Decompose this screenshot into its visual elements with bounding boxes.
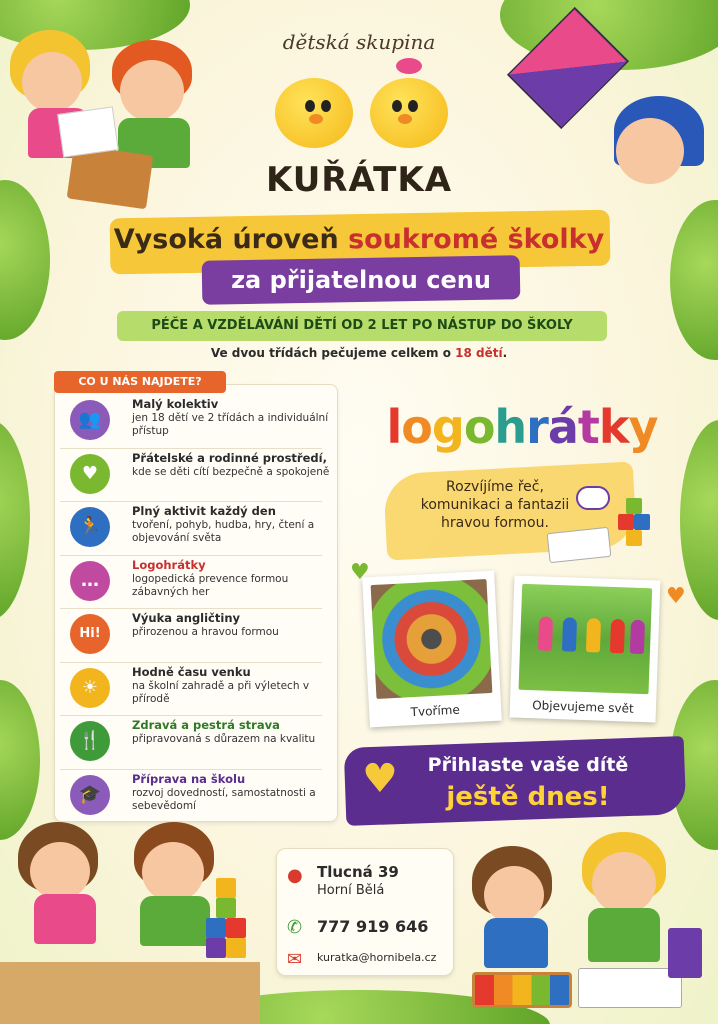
- running-kid: [610, 619, 625, 653]
- feature-title: Přátelské a rodinné prostředí,: [132, 450, 327, 465]
- block-icon: [226, 938, 246, 958]
- people-icon: 👥: [70, 400, 110, 440]
- brand-subtitle: dětská skupina: [282, 30, 436, 54]
- headline-part1: Vysoká úroveň: [113, 224, 349, 255]
- leaves-left-top: [0, 180, 50, 340]
- feature-divider: [60, 715, 322, 716]
- running-kid: [538, 616, 553, 650]
- feature-description: přirozenou a hravou formou: [132, 626, 279, 638]
- pencil-cup-icon: [668, 928, 702, 978]
- block-icon: [618, 514, 634, 530]
- headline-accent: soukromé školky: [348, 224, 605, 255]
- kid-boy-bottom-shirt: [140, 896, 210, 946]
- phone-icon: ✆: [287, 917, 303, 938]
- feature-item: [70, 503, 332, 555]
- logo-letter: l: [386, 400, 402, 454]
- block-icon: [226, 918, 246, 938]
- feature-description: kde se děti cítí bezpečně a spokojeně: [132, 465, 330, 478]
- chick-left-icon: [275, 78, 353, 148]
- kid-girl-bottom-face: [30, 842, 90, 900]
- contact-town: Horní Bělá: [317, 883, 385, 898]
- feature-item: [70, 717, 332, 769]
- feature-divider: [60, 608, 322, 609]
- feature-item: [70, 450, 332, 502]
- xylophone-icon: [472, 972, 572, 1008]
- feature-item: [70, 664, 332, 716]
- bow-icon: [396, 58, 422, 74]
- cutlery-icon: 🍴: [70, 721, 110, 761]
- abc-book-icon: [578, 968, 682, 1008]
- logo-letter: á: [547, 400, 578, 454]
- logo-letter: k: [598, 400, 629, 454]
- classes-text: Ve dvou třídách pečujeme celkem o: [210, 346, 456, 360]
- heart-icon: ♥: [350, 560, 370, 585]
- feature-description: rozvoj dovedností, samostatnosti a sebevědomí: [132, 786, 316, 812]
- logohratky-tagline: Rozvíjíme řeč, komunikaci a fantazii hravou formou.: [420, 479, 570, 531]
- sun-icon: ☀: [70, 668, 110, 708]
- drawing-paper: [57, 106, 119, 157]
- logo-letter: y: [628, 400, 658, 454]
- contact-email[interactable]: kuratka@hornibela.cz: [317, 951, 437, 964]
- feature-divider: [60, 555, 322, 556]
- heart-icon: ♥: [666, 584, 686, 609]
- feature-title: Malý kolektiv: [132, 397, 219, 411]
- feature-description: tvoření, pohyb, hudba, hry, čtení a objevování světa: [132, 519, 315, 544]
- cta-line2: ještě dnes!: [446, 782, 610, 812]
- contact-card: [276, 848, 454, 976]
- feature-description: logopedická prevence formou zábavných her: [132, 572, 289, 598]
- running-kid: [562, 617, 577, 651]
- feature-title: Hodně času venku: [132, 664, 251, 679]
- chick-right-icon: [370, 78, 448, 148]
- photo-caption: Objevujeme svět: [531, 698, 634, 716]
- block-icon: [206, 918, 226, 938]
- feature-item: [70, 610, 332, 662]
- feature-title: Výuka angličtiny: [132, 611, 240, 625]
- feature-description: na školní zahradě a při výletech v přírodě: [132, 679, 310, 705]
- kid-boy-right2-face: [592, 852, 656, 914]
- features-tag: CO U NÁS NAJDETE?: [54, 371, 226, 393]
- logo-letter: g: [431, 400, 464, 454]
- cta-line1: Přihlaste vaše dítě: [427, 754, 629, 776]
- feature-title: Zdravá a pestrá strava: [132, 718, 280, 732]
- kid-boy-face: [120, 60, 184, 122]
- kid-girl-face: [22, 52, 82, 112]
- feature-title: Příprava na školu: [132, 771, 246, 786]
- running-kid: [630, 620, 645, 654]
- graduation-cap-icon: 🎓: [70, 775, 110, 815]
- logohratky-logo: [372, 400, 672, 454]
- brand-name: KUŘÁTKA: [265, 160, 453, 200]
- running-icon: 🏃: [70, 507, 110, 547]
- age-banner: PÉČE A VZDĚLÁVÁNÍ DĚTÍ OD 2 LET PO NÁSTUP DO ŠKOLY: [151, 318, 573, 333]
- feature-description: připravovaná s důrazem na kvalitu: [132, 733, 316, 745]
- headline: [0, 224, 718, 255]
- block-icon: [216, 898, 236, 918]
- leaves-left-mid: [0, 420, 30, 620]
- kid-boy-bottom-face: [142, 842, 204, 902]
- location-pin-icon: ●: [287, 865, 303, 886]
- block-icon: [206, 938, 226, 958]
- logo-letter: o: [463, 400, 495, 454]
- block-icon: [626, 498, 642, 514]
- feature-description: jen 18 dětí ve 2 třídách a individuální přístup: [132, 412, 329, 437]
- photo-creating: [362, 571, 502, 728]
- hi-bubble-icon: Hi!: [70, 614, 110, 654]
- logo-letter: h: [494, 400, 527, 454]
- photo-exploring: [510, 575, 661, 722]
- feature-divider: [60, 501, 322, 502]
- classes-end: .: [502, 346, 508, 360]
- kid-girl-bottom-shirt: [34, 894, 96, 944]
- logo-letter: t: [577, 400, 599, 454]
- contact-street: Tlucná 39: [317, 863, 399, 881]
- contact-phone[interactable]: 777 919 646: [317, 917, 429, 936]
- open-book-icon: [547, 527, 612, 563]
- subheadline: za přijatelnou cenu: [231, 266, 491, 294]
- feature-item: [70, 557, 332, 609]
- heart-icon: ♥: [362, 756, 398, 802]
- block-icon: [634, 514, 650, 530]
- running-kid: [586, 618, 601, 652]
- logo-letter: r: [526, 400, 548, 454]
- classes-note: [0, 346, 718, 360]
- table-surface: [0, 962, 260, 1024]
- block-icon: [626, 530, 642, 546]
- block-icon: [216, 878, 236, 898]
- heart-icon: ♥: [70, 454, 110, 494]
- speech-bubble-icon: …: [70, 561, 110, 601]
- leaves-left-bottom: [0, 680, 40, 840]
- feature-divider: [60, 662, 322, 663]
- feature-item: [70, 771, 332, 823]
- kid-girl-right-face: [484, 866, 544, 924]
- logo-letter: o: [401, 400, 432, 454]
- mail-icon: ✉: [287, 949, 303, 970]
- photo-caption: Tvoříme: [410, 702, 461, 720]
- feature-title: Logohrátky: [132, 557, 206, 572]
- feature-item: [70, 396, 332, 448]
- feature-divider: [60, 769, 322, 770]
- speech-bubble-icon: [576, 486, 610, 510]
- kid-girl-right-dress: [484, 918, 548, 968]
- feature-divider: [60, 448, 322, 449]
- classes-highlight: 18 dětí: [455, 346, 503, 360]
- feature-title: Plný aktivit každý den: [132, 504, 276, 518]
- hands-photo: [371, 579, 493, 699]
- kid-boy-right-shirt: [588, 908, 660, 962]
